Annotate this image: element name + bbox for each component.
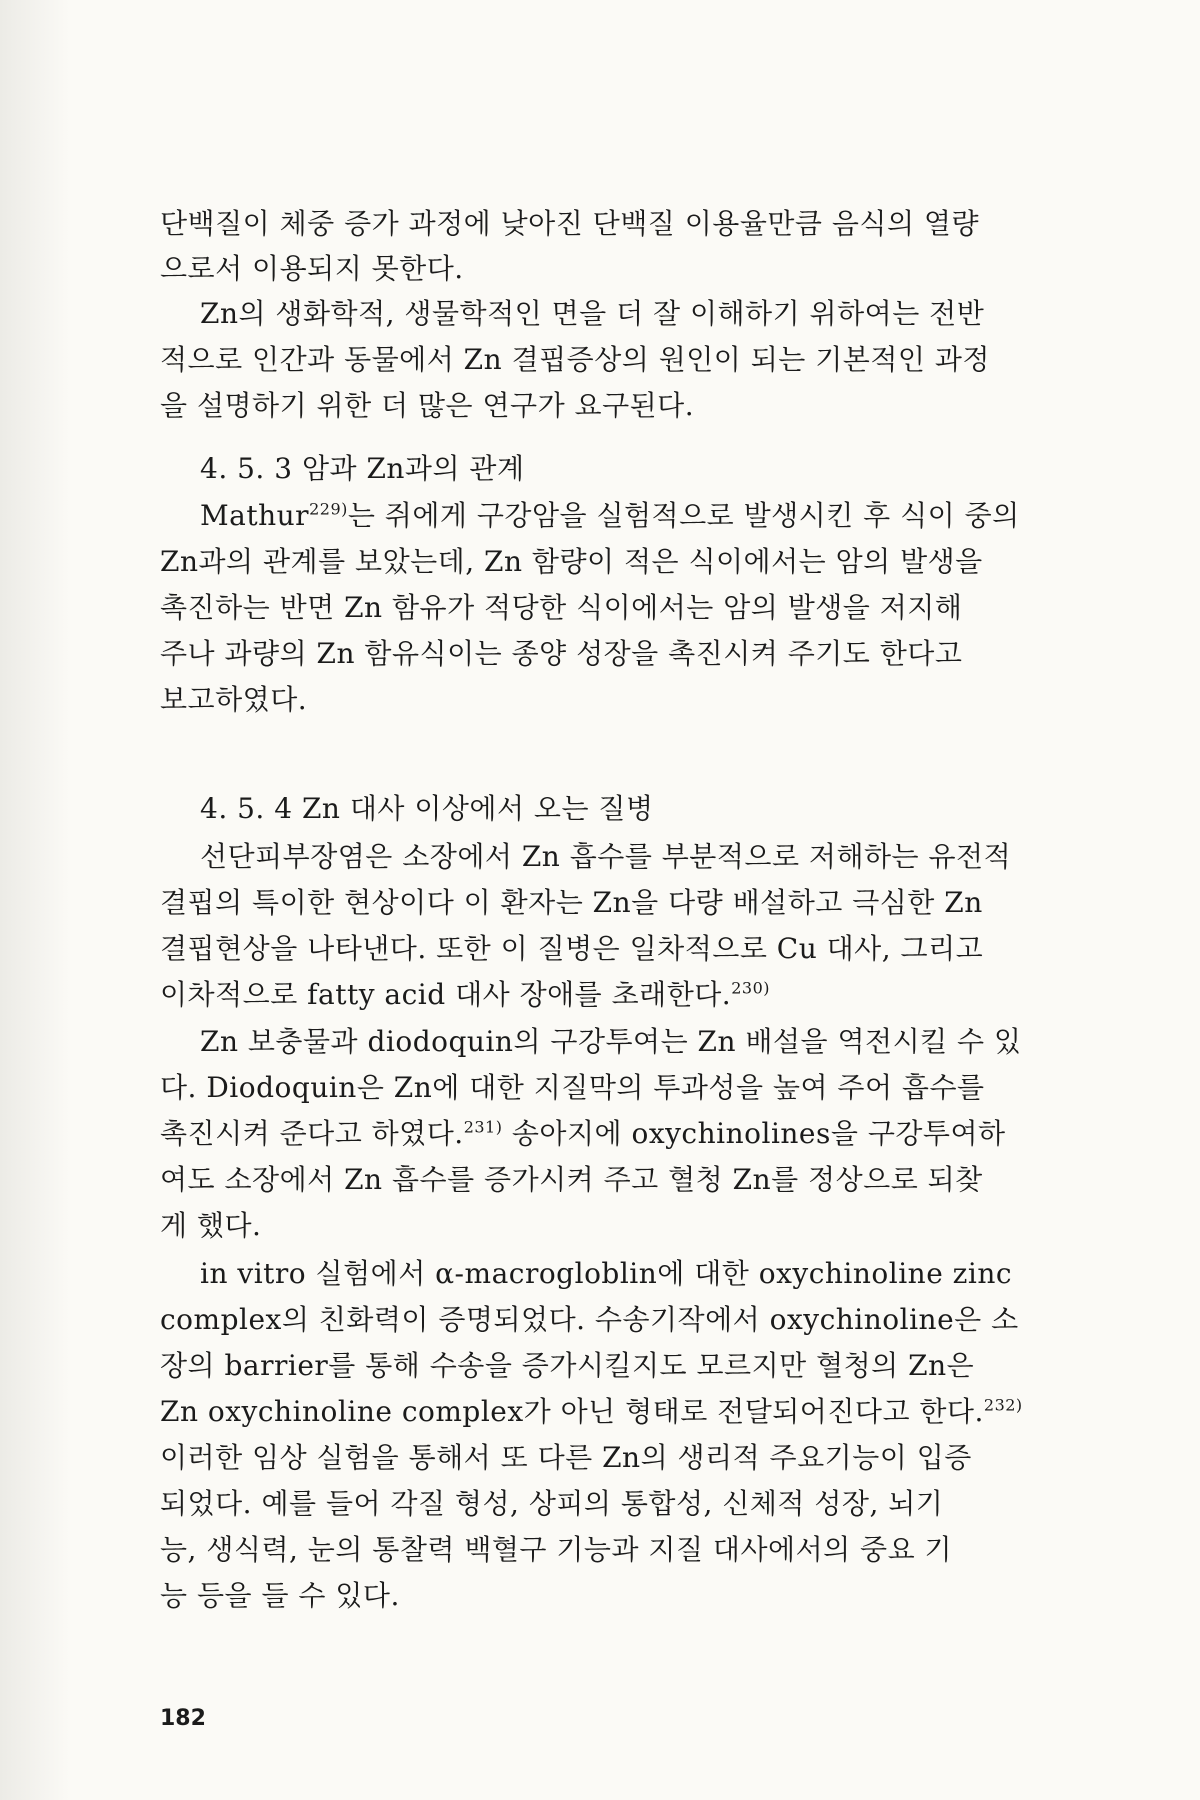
- text-span: 이차적으로 fatty acid 대사 장애를 초래한다.: [160, 978, 732, 1011]
- text-line: complex의 친화력이 증명되었다. 수송기작에서 oxychinoline은 소: [160, 1303, 1019, 1336]
- text-line: 결핍현상을 나타낸다. 또한 이 질병은 일차적으로 Cu 대사, 그리고: [160, 932, 984, 965]
- reference-mark: 231): [463, 1117, 503, 1137]
- text-line: 보고하였다.: [160, 683, 308, 716]
- reference-mark: 232): [983, 1395, 1023, 1415]
- text-line: 을 설명하기 위한 더 많은 연구가 요구된다.: [160, 389, 695, 422]
- text-span: 촉진시켜 준다고 하였다.: [160, 1117, 464, 1150]
- text-line: 결핍의 특이한 현상이다 이 환자는 Zn을 다량 배설하고 극심한 Zn: [160, 886, 983, 919]
- text-line: 여도 소장에서 Zn 흡수를 증가시켜 주고 혈청 Zn를 정상으로 되찾: [160, 1163, 983, 1196]
- text-line: [160, 1115, 1006, 1153]
- text-line: 선단피부장염은 소장에서 Zn 흡수를 부분적으로 저해하는 유전적: [200, 840, 1012, 873]
- text-line: 능 등을 들 수 있다.: [160, 1579, 400, 1612]
- text-span: 는 쥐에게 구강암을 실험적으로 발생시킨 후 식이 중의: [347, 499, 1020, 532]
- text-line: 촉진하는 반면 Zn 함유가 적당한 식이에서는 암의 발생을 저지해: [160, 591, 963, 624]
- text-line: Zn의 생화학적, 생물학적인 면을 더 잘 이해하기 위하여는 전반: [200, 297, 985, 330]
- text-line: 이러한 임상 실험을 통해서 또 다른 Zn의 생리적 주요기능이 입증: [160, 1441, 972, 1474]
- text-line: 능, 생식력, 눈의 통찰력 백혈구 기능과 지질 대사에서의 중요 기: [160, 1533, 953, 1566]
- text-line: in vitro 실험에서 α-macrogloblin에 대한 oxychinoline zinc: [200, 1257, 1013, 1290]
- page-number: 182: [160, 1706, 206, 1731]
- text-line: 으로서 이용되지 못한다.: [160, 252, 464, 285]
- reference-mark: 230): [731, 978, 770, 998]
- text-line: 다. Diodoquin은 Zn에 대한 지질막의 투과성을 높여 주어 흡수를: [160, 1071, 985, 1104]
- text-line: 적으로 인간과 동물에서 Zn 결핍증상의 원인이 되는 기본적인 과정: [160, 343, 990, 376]
- text-line: [160, 976, 770, 1014]
- section-heading-4-5-3: 4. 5. 3 암과 Zn과의 관계: [200, 452, 525, 485]
- text-line: Zn 보충물과 diodoquin의 구강투여는 Zn 배설을 역전시킬 수 있: [200, 1025, 1022, 1058]
- text-span: Zn oxychinoline complex가 아닌 형태로 전달되어진다고 한다.: [160, 1395, 984, 1428]
- text-line: 주나 과량의 Zn 함유식이는 종양 성장을 촉진시켜 주기도 한다고: [160, 637, 963, 670]
- text-line: 게 했다.: [160, 1209, 262, 1242]
- text-line: 되었다. 예를 들어 각질 형성, 상피의 통합성, 신체적 성장, 뇌기: [160, 1487, 944, 1520]
- text-line: [160, 1393, 1023, 1431]
- binding-shadow: [0, 0, 70, 1800]
- section-heading-4-5-4: 4. 5. 4 Zn 대사 이상에서 오는 질병: [200, 792, 654, 825]
- text-line: 장의 barrier를 통해 수송을 증가시킬지도 모르지만 혈청의 Zn은: [160, 1349, 975, 1382]
- text-line: Zn과의 관계를 보았는데, Zn 함량이 적은 식이에서는 암의 발생을: [160, 545, 983, 578]
- reference-mark: 229): [309, 499, 348, 519]
- text-span: 송아지에 oxychinolines을 구강투여하: [502, 1117, 1006, 1150]
- author-name: Mathur: [200, 499, 310, 532]
- text-line: [200, 497, 1020, 535]
- text-line: 단백질이 체중 증가 과정에 낮아진 단백질 이용율만큼 음식의 열량: [160, 207, 980, 240]
